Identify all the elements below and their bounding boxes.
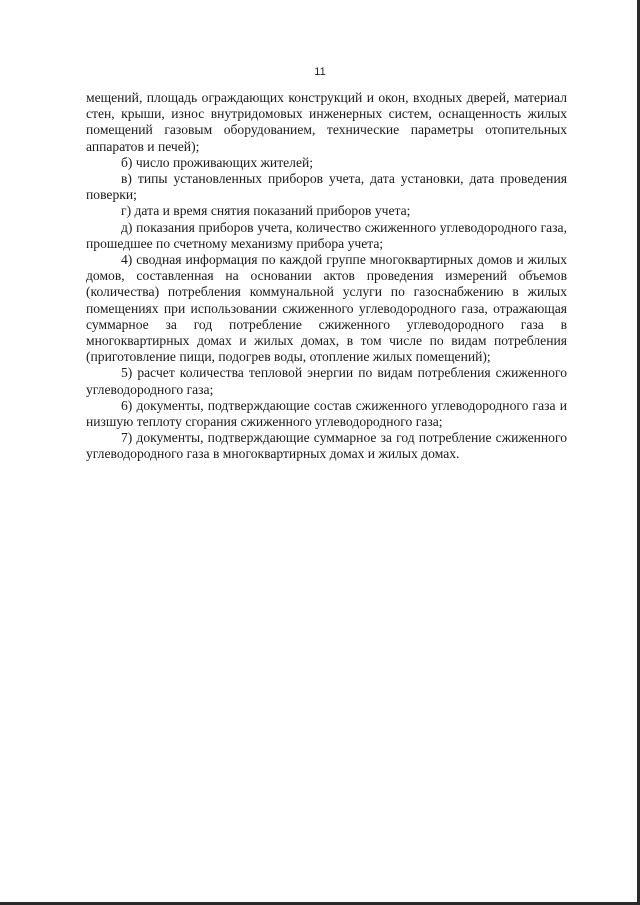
paragraph-item-7: 7) документы, подтверждающие суммарное за год потребление сжиженного углеводородного газа в многоквартирных домах и жилых домах. — [86, 430, 567, 462]
paragraph-item-d: д) показания приборов учета, количество сжиженного углеводородного газа, прошедшее по счетному механизму прибора учета; — [86, 219, 567, 251]
paragraph-continuation: мещений, площадь ограждающих конструкций и окон, входных дверей, материал стен, крыши, износ внутридомовых инженерных систем, оснащенность жилых помещений газовым оборудованием, технические параметры отопительных аппаратов и печей); — [86, 90, 567, 154]
paragraph-item-5: 5) расчет количества тепловой энергии по видам потребления сжиженного углеводородного газа; — [86, 365, 567, 397]
paragraph-item-4: 4) сводная информация по каждой группе многоквартирных домов и жилых домов, составленная на основании актов проведения измерений объемов (количества) потребления коммунальной услуги по газоснабжению в жилых помещениях при использовании сжиженного углеводородного газа, отражающая суммарное за год потребление сжиженного углеводородного газа в многоквартирных домах и жилых домах, в том числе по видам потребления (приготовление пищи, подогрев воды, отопление жилых помещений); — [86, 252, 567, 365]
document-body — [86, 90, 567, 463]
paragraph-item-6: 6) документы, подтверждающие состав сжиженного углеводородного газа и низшую теплоту сгорания сжиженного углеводородного газа; — [86, 397, 567, 430]
paragraph-item-v: в) типы установленных приборов учета, дата установки, дата проведения поверки; — [86, 171, 567, 203]
paragraph-item-g: г) дата и время снятия показаний приборов учета; — [121, 203, 411, 219]
page-number: 11 — [314, 66, 326, 78]
paragraph-item-b: б) число проживающих жителей; — [121, 154, 314, 170]
